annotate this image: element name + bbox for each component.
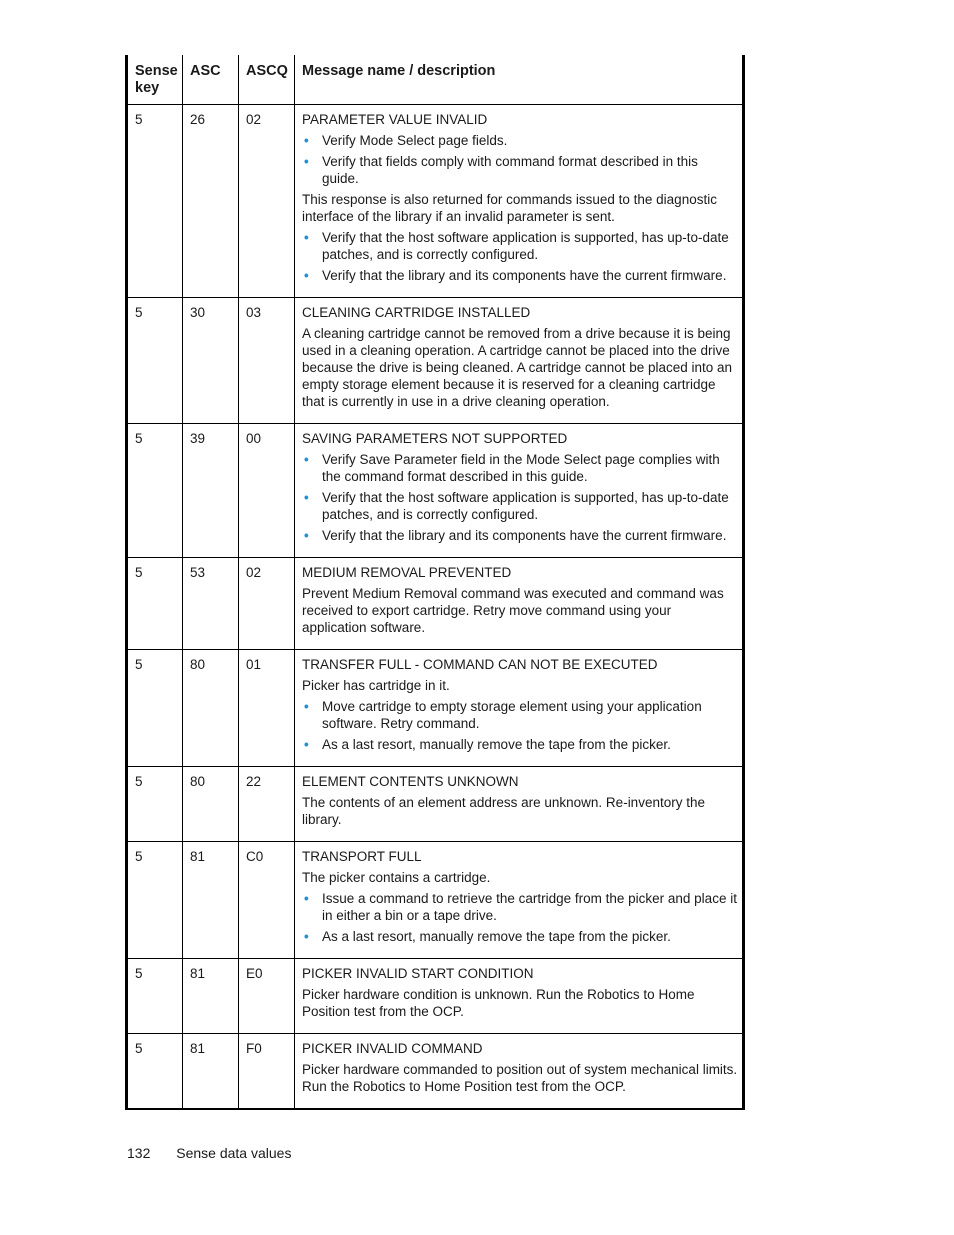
bullet-icon: • bbox=[304, 929, 309, 944]
bullet-icon: • bbox=[304, 699, 309, 714]
message-title: PICKER INVALID COMMAND bbox=[302, 1041, 483, 1056]
table-header-row bbox=[128, 55, 742, 104]
bullet-icon: • bbox=[304, 737, 309, 752]
list-item bbox=[302, 229, 738, 263]
bullet-text: Verify that the library and its components have the current firmware. bbox=[322, 268, 727, 283]
header-asc: ASC bbox=[183, 55, 239, 104]
section-title: Sense data values bbox=[176, 1145, 292, 1161]
description-text: Picker hardware commanded to position out of system mechanical limits. Run the Robotics to Home Position test from the OCP. bbox=[302, 1062, 738, 1094]
sense-key-cell: 5 bbox=[128, 959, 183, 1033]
description-cell bbox=[295, 842, 742, 958]
table-body bbox=[128, 104, 742, 1108]
message-title: MEDIUM REMOVAL PREVENTED bbox=[302, 565, 512, 580]
sense-data-table bbox=[125, 55, 745, 1110]
description-cell bbox=[295, 424, 742, 557]
list-item bbox=[302, 736, 738, 753]
bullet-text: As a last resort, manually remove the tape from the picker. bbox=[322, 929, 671, 944]
message-title: TRANSFER FULL - COMMAND CAN NOT BE EXECUTED bbox=[302, 657, 658, 672]
sense-key-cell: 5 bbox=[128, 1034, 183, 1108]
bullet-text: Verify that fields comply with command format described in this guide. bbox=[322, 154, 698, 186]
description-cell bbox=[295, 298, 742, 423]
bullet-icon: • bbox=[304, 490, 309, 505]
sense-key-cell: 5 bbox=[128, 424, 183, 557]
description-cell bbox=[295, 558, 742, 649]
sense-key-cell: 5 bbox=[128, 298, 183, 423]
table-row bbox=[128, 557, 742, 649]
ascq-cell: F0 bbox=[239, 1034, 295, 1108]
bullet-list bbox=[302, 698, 738, 753]
table-row bbox=[128, 766, 742, 841]
bullet-text: Verify Save Parameter field in the Mode Select page complies with the command format described in this guide. bbox=[322, 452, 720, 484]
bullet-list bbox=[302, 451, 738, 544]
message-title: TRANSPORT FULL bbox=[302, 849, 422, 864]
description-cell bbox=[295, 105, 742, 297]
ascq-cell: 02 bbox=[239, 105, 295, 297]
message-title: CLEANING CARTRIDGE INSTALLED bbox=[302, 305, 531, 320]
bullet-icon: • bbox=[304, 230, 309, 245]
table-row bbox=[128, 649, 742, 766]
description-cell bbox=[295, 650, 742, 766]
sense-key-cell: 5 bbox=[128, 767, 183, 841]
description-text: This response is also returned for commands issued to the diagnostic interface of the library if an invalid parameter is sent. bbox=[302, 192, 717, 224]
message-title: ELEMENT CONTENTS UNKNOWN bbox=[302, 774, 519, 789]
ascq-cell: 22 bbox=[239, 767, 295, 841]
asc-cell: 80 bbox=[183, 650, 239, 766]
description-text: Picker hardware condition is unknown. Run the Robotics to Home Position test from the OCP. bbox=[302, 987, 695, 1019]
bullet-text: Verify Mode Select page fields. bbox=[322, 133, 508, 148]
bullet-icon: • bbox=[304, 891, 309, 906]
bullet-list bbox=[302, 229, 738, 284]
bullet-icon: • bbox=[304, 528, 309, 543]
list-item bbox=[302, 489, 738, 523]
ascq-cell: 01 bbox=[239, 650, 295, 766]
description-text: Prevent Medium Removal command was executed and command was received to export cartridge. Retry move command using your application software. bbox=[302, 586, 724, 635]
description-cell bbox=[295, 1034, 742, 1108]
bullet-icon: • bbox=[304, 452, 309, 467]
list-item bbox=[302, 698, 738, 732]
asc-cell: 81 bbox=[183, 959, 239, 1033]
asc-cell: 26 bbox=[183, 105, 239, 297]
header-ascq: ASCQ bbox=[239, 55, 295, 104]
bullet-text: Verify that the host software application is supported, has up-to-date patches, and is correctly configured. bbox=[322, 490, 729, 522]
bullet-icon: • bbox=[304, 268, 309, 283]
message-title: PICKER INVALID START CONDITION bbox=[302, 966, 534, 981]
ascq-cell: 00 bbox=[239, 424, 295, 557]
table-row bbox=[128, 1033, 742, 1108]
header-message: Message name / description bbox=[302, 63, 496, 79]
asc-cell: 53 bbox=[183, 558, 239, 649]
list-item bbox=[302, 890, 738, 924]
bullet-list bbox=[302, 132, 738, 187]
sense-key-cell: 5 bbox=[128, 650, 183, 766]
sense-key-cell: 5 bbox=[128, 105, 183, 297]
list-item bbox=[302, 132, 738, 149]
table-row bbox=[128, 104, 742, 297]
description-text: Picker has cartridge in it. bbox=[302, 678, 450, 693]
description-cell bbox=[295, 767, 742, 841]
bullet-text: Issue a command to retrieve the cartridge from the picker and place it in either a bin or a tape drive. bbox=[322, 891, 737, 923]
bullet-icon: • bbox=[304, 154, 309, 169]
description-cell bbox=[295, 959, 742, 1033]
bullet-icon: • bbox=[304, 133, 309, 148]
page-footer bbox=[127, 1145, 291, 1161]
list-item bbox=[302, 928, 738, 945]
bullet-text: As a last resort, manually remove the tape from the picker. bbox=[322, 737, 671, 752]
list-item bbox=[302, 527, 738, 544]
ascq-cell: 02 bbox=[239, 558, 295, 649]
message-title: PARAMETER VALUE INVALID bbox=[302, 112, 488, 127]
asc-cell: 39 bbox=[183, 424, 239, 557]
message-title: SAVING PARAMETERS NOT SUPPORTED bbox=[302, 431, 568, 446]
header-sense-key: Sense key bbox=[128, 55, 183, 104]
table-row bbox=[128, 958, 742, 1033]
ascq-cell: 03 bbox=[239, 298, 295, 423]
bullet-list bbox=[302, 890, 738, 945]
sense-key-cell: 5 bbox=[128, 842, 183, 958]
description-text: The picker contains a cartridge. bbox=[302, 870, 491, 885]
ascq-cell: C0 bbox=[239, 842, 295, 958]
asc-cell: 81 bbox=[183, 1034, 239, 1108]
description-text: A cleaning cartridge cannot be removed from a drive because it is being used in a cleaning operation. A cartridge cannot be placed into the drive because the drive is being cleaned. A cartridge cannot be placed into an empty storage element because it is reserved for a cleaning cartridge that is currently in use in a drive cleaning operation. bbox=[302, 326, 733, 409]
bullet-text: Move cartridge to empty storage element using your application software. Retry command. bbox=[322, 699, 702, 731]
asc-cell: 80 bbox=[183, 767, 239, 841]
sense-key-cell: 5 bbox=[128, 558, 183, 649]
list-item bbox=[302, 153, 738, 187]
ascq-cell: E0 bbox=[239, 959, 295, 1033]
page-number: 132 bbox=[127, 1145, 151, 1161]
asc-cell: 81 bbox=[183, 842, 239, 958]
asc-cell: 30 bbox=[183, 298, 239, 423]
list-item bbox=[302, 267, 738, 284]
table-row bbox=[128, 841, 742, 958]
list-item bbox=[302, 451, 738, 485]
description-text: The contents of an element address are unknown. Re-inventory the library. bbox=[302, 795, 705, 827]
bullet-text: Verify that the library and its components have the current firmware. bbox=[322, 528, 727, 543]
bullet-text: Verify that the host software application is supported, has up-to-date patches, and is correctly configured. bbox=[322, 230, 729, 262]
table-row bbox=[128, 297, 742, 423]
table-row bbox=[128, 423, 742, 557]
